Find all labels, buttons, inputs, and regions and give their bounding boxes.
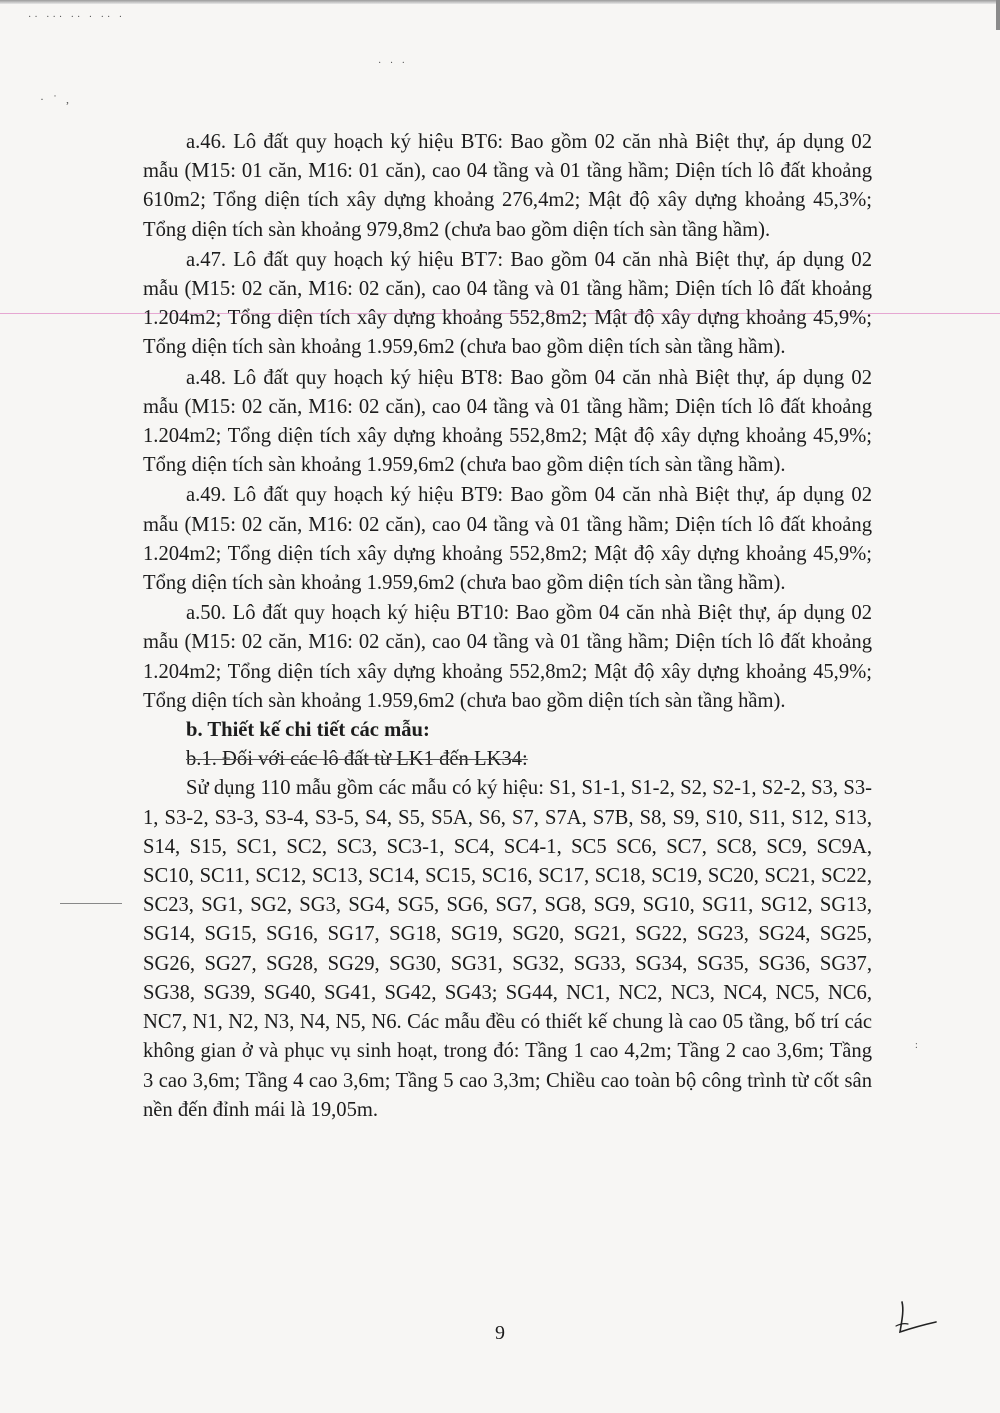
scan-specks-top: ·· ··· ·· · ·· · bbox=[28, 12, 126, 23]
scan-specks-left: · ˙ , bbox=[40, 92, 72, 106]
models-paragraph: Sử dụng 110 mẫu gồm các mẫu có ký hiệu: S1, S1-1, S1-2, S2, S2-1, S2-2, S3, S3-1, S3-2, S3-3, S3-4, S3-5, S4, S5, S5A, S6, S7, S7A, S7B, S8, S9, S10, S11, S12, S13, S14, S15, SC1, SC2, SC3, SC3-1, SC4, SC4-1, SC5 SC6, SC7, SC8, SC9, SC9A, SC10, SC11, SC12, SC13, SC14, SC15, SC16, SC17, SC18, SC19, SC20, SC21, SC22, SC23, SG1, SG2, SG3, SG4, SG5, SG6, SG7, SG8, SG9, SG10, SG11, SG12, SG13, SG14, SG15, SG16, SG17, SG18, SG19, SG20, SG21, SG22, SG23, SG24, SG25, SG26, SG27, SG28, SG29, SG30, SG31, SG32, SG33, SG34, SG35, SG36, SG37, SG38, SG39, SG40, SG41, SG42, SG43; SG44, NC1, NC2, NC3, NC4, NC5, NC6, NC7, N1, N2, N3, N4, N5, N6. Các mẫu đều có thiết kế chung là cao 05 tầng, bố trí các không gian ở và phục vụ sinh hoạt, trong đó: Tầng 1 cao 4,2m; Tầng 2 cao 3,6m; Tầng 3 cao 3,6m; Tầng 4 cao 3,6m; Tầng 5 cao 3,3m; Chiều cao toàn bộ công trình từ cốt sân nền đến đỉnh mái là 19,05m. bbox=[143, 777, 872, 1121]
paragraph-a47: a.47. Lô đất quy hoạch ký hiệu BT7: Bao gồm 04 căn nhà Biệt thự, áp dụng 02 mẫu (M15: 02 căn, M16: 02 căn), cao 04 tầng và 01 tầng hầm; Diện tích lô đất khoảng 1.204m2; Tổng diện tích xây dựng khoảng 552,8m2; Mật độ xây dựng khoảng 45,9%; Tổng diện tích sàn khoảng 1.959,6m2 (chưa bao gồm diện tích sàn tầng hầm). bbox=[143, 248, 872, 359]
section-heading: b. Thiết kế chi tiết các mẫu: bbox=[186, 719, 430, 742]
scan-top-edge bbox=[0, 0, 1000, 4]
page-number: 9 bbox=[495, 1322, 505, 1344]
scan-specks-right: : bbox=[915, 1040, 921, 1051]
paragraph-a48: a.48. Lô đất quy hoạch ký hiệu BT8: Bao gồm 04 căn nhà Biệt thự, áp dụng 02 mẫu (M15: 02 căn, M16: 02 căn), cao 04 tầng và 01 tầng hầm; Diện tích lô đất khoảng 1.204m2; Tổng diện tích xây dựng khoảng 552,8m2; Mật độ xây dựng khoảng 45,9%; Tổng diện tích sàn khoảng 1.959,6m2 (chưa bao gồm diện tích sàn tầng hầm). bbox=[143, 366, 872, 477]
paragraph-a49: a.49. Lô đất quy hoạch ký hiệu BT9: Bao gồm 04 căn nhà Biệt thự, áp dụng 02 mẫu (M15: 02 căn, M16: 02 căn), cao 04 tầng và 01 tầng hầm; Diện tích lô đất khoảng 1.204m2; Tổng diện tích xây dựng khoảng 552,8m2; Mật độ xây dựng khoảng 45,9%; Tổng diện tích sàn khoảng 1.959,6m2 (chưa bao gồm diện tích sàn tầng hầm). bbox=[143, 484, 872, 595]
paragraph-a50: a.50. Lô đất quy hoạch ký hiệu BT10: Bao gồm 04 căn nhà Biệt thự, áp dụng 02 mẫu (M15: 02 căn, M16: 02 căn), cao 04 tầng và 01 tầng hầm; Diện tích lô đất khoảng 1.204m2; Tổng diện tích xây dựng khoảng 552,8m2; Mật độ xây dựng khoảng 45,9%; Tổng diện tích sàn khoảng 1.959,6m2 (chưa bao gồm diện tích sàn tầng hầm). bbox=[143, 602, 872, 712]
document-body bbox=[143, 128, 872, 1125]
scan-right-edge bbox=[996, 0, 1000, 30]
subsection-heading: b.1. Đối với các lô đất từ LK1 đến LK34: bbox=[186, 748, 528, 771]
scan-specks-center: · · · bbox=[378, 58, 408, 69]
scan-dash-left bbox=[60, 903, 122, 904]
signature-mark-icon bbox=[892, 1296, 948, 1340]
paragraph-a46: a.46. Lô đất quy hoạch ký hiệu BT6: Bao gồm 02 căn nhà Biệt thự, áp dụng 02 mẫu (M15: 01 căn, M16: 01 căn), cao 04 tầng và 01 tầng hầm; Diện tích lô đất khoảng 610m2; Tổng diện tích xây dựng khoảng 276,4m2; Mật độ xây dựng khoảng 45,3%; Tổng diện tích sàn khoảng 979,8m2 (chưa bao gồm diện tích sàn tầng hầm). bbox=[143, 131, 872, 241]
